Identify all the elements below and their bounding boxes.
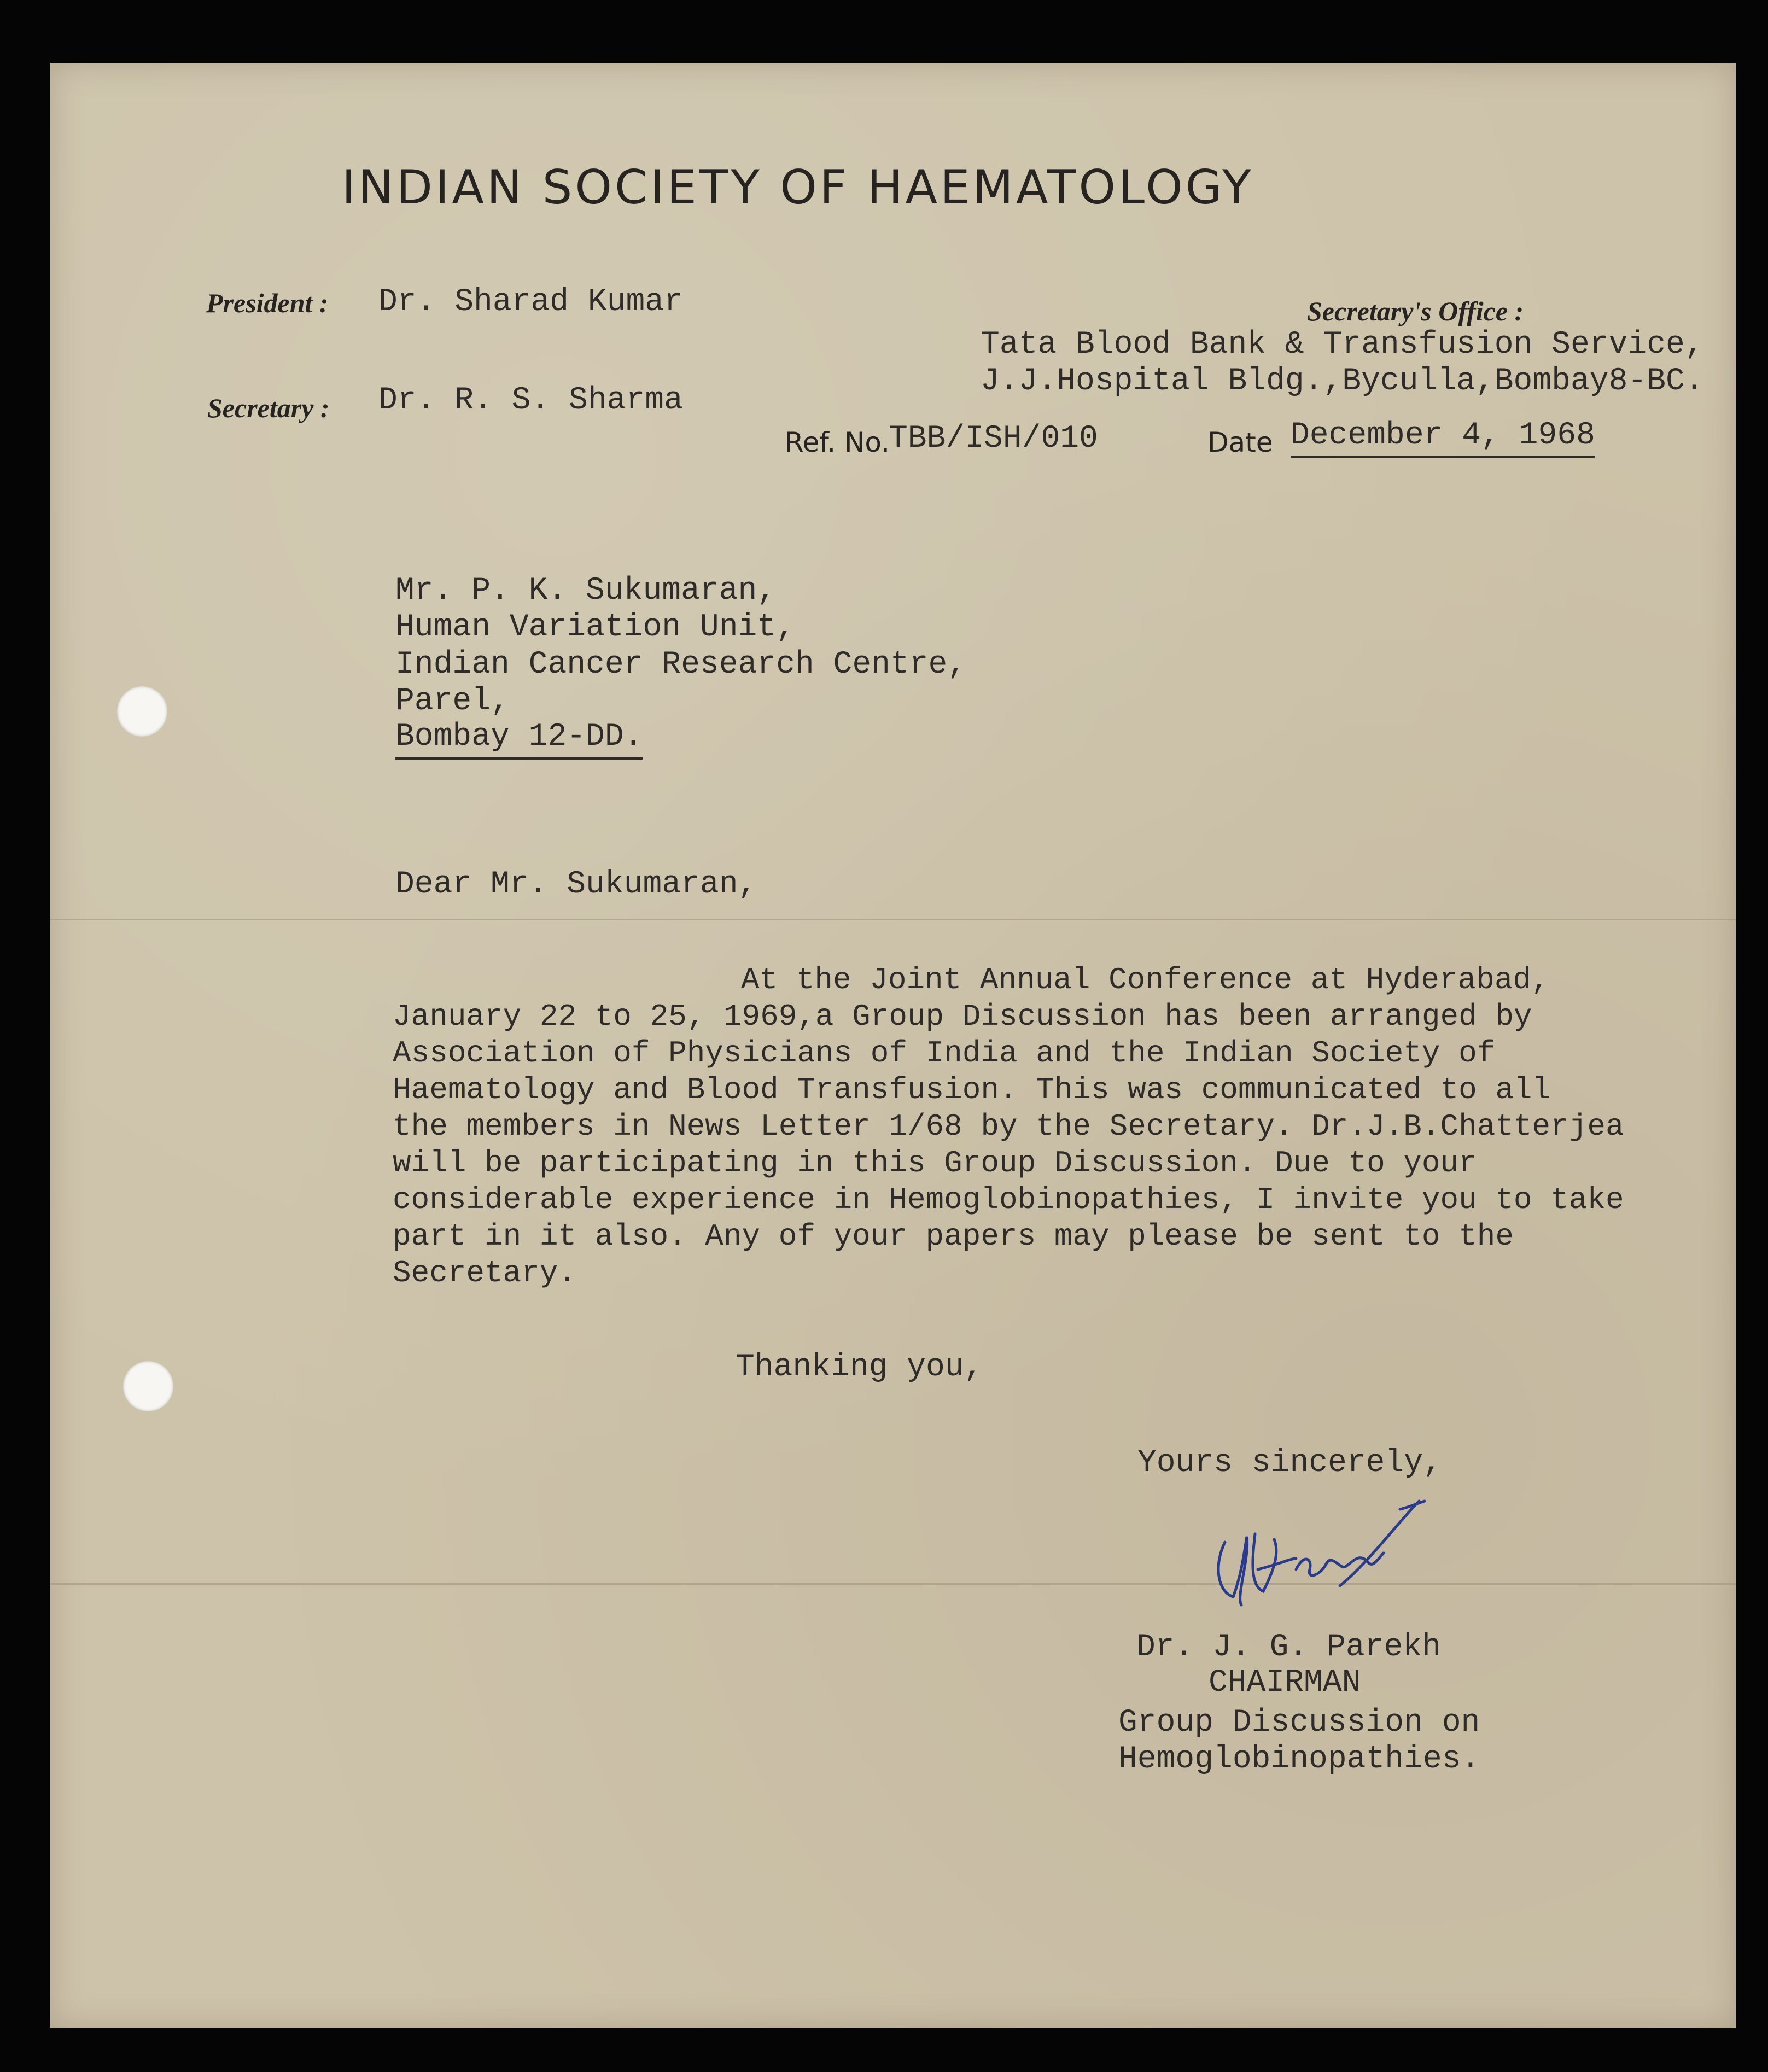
date-label: Date <box>1207 427 1273 458</box>
recipient-city: Bombay 12-DD. <box>395 719 643 760</box>
office-address-line2: J.J.Hospital Bldg.,Byculla,Bombay8-BC. <box>981 364 1704 399</box>
recipient-line: Indian Cancer Research Centre, <box>395 647 967 682</box>
signatory-name: Dr. J. G. Parekh <box>1136 1630 1441 1665</box>
organization-heading: INDIAN SOCIETY OF HAEMATOLOGY <box>342 160 1254 215</box>
secretary-office-label: Secretary's Office : <box>1307 296 1524 326</box>
president-name: Dr. Sharad Kumar <box>378 284 683 320</box>
office-address-line1: Tata Blood Bank & Transfusion Service, <box>981 327 1704 363</box>
recipient-line: Mr. P. K. Sukumaran, <box>395 573 777 609</box>
body-line: considerable experience in Hemoglobinopathies, I invite you to take <box>393 1182 1624 1217</box>
body-line: will be participating in this Group Discussion. Due to your <box>393 1146 1477 1181</box>
punch-hole-upper <box>117 686 167 737</box>
signatory-role-line1: Group Discussion on <box>1118 1705 1480 1741</box>
valediction: Yours sincerely, <box>1137 1445 1442 1481</box>
body-line: part in it also. Any of your papers may please be sent to the <box>393 1219 1514 1254</box>
body-line: Secretary. <box>393 1256 577 1291</box>
salutation: Dear Mr. Sukumaran, <box>395 867 757 902</box>
body-line: Haematology and Blood Transfusion. This was communicated to all <box>393 1072 1551 1107</box>
recipient-line: Parel, <box>395 684 510 719</box>
letter-date: December 4, 1968 <box>1291 418 1595 458</box>
fold-line-upper <box>50 919 1736 920</box>
punch-hole-lower <box>123 1361 173 1411</box>
signatory-title: CHAIRMAN <box>1209 1665 1361 1701</box>
fold-line-lower <box>50 1583 1736 1585</box>
body-line: Association of Physicians of India and the Indian Society of <box>393 1036 1496 1071</box>
ref-number: TBB/ISH/010 <box>889 421 1098 457</box>
recipient-line: Human Variation Unit, <box>395 610 795 645</box>
signatory-role-line2: Hemoglobinopathies. <box>1118 1742 1480 1777</box>
thanks-line: Thanking you, <box>736 1350 983 1385</box>
secretary-name: Dr. R. S. Sharma <box>378 383 683 418</box>
ref-label: Ref. No. <box>785 427 890 458</box>
body-line: At the Joint Annual Conference at Hyderabad, <box>741 962 1550 997</box>
secretary-label: Secretary : <box>207 393 330 423</box>
president-label: President : <box>206 288 329 318</box>
handwritten-signature <box>1203 1487 1433 1613</box>
body-line: January 22 to 25, 1969,a Group Discussion has been arranged by <box>393 999 1532 1034</box>
body-line: the members in News Letter 1/68 by the Secretary. Dr.J.B.Chatterjea <box>393 1109 1624 1144</box>
